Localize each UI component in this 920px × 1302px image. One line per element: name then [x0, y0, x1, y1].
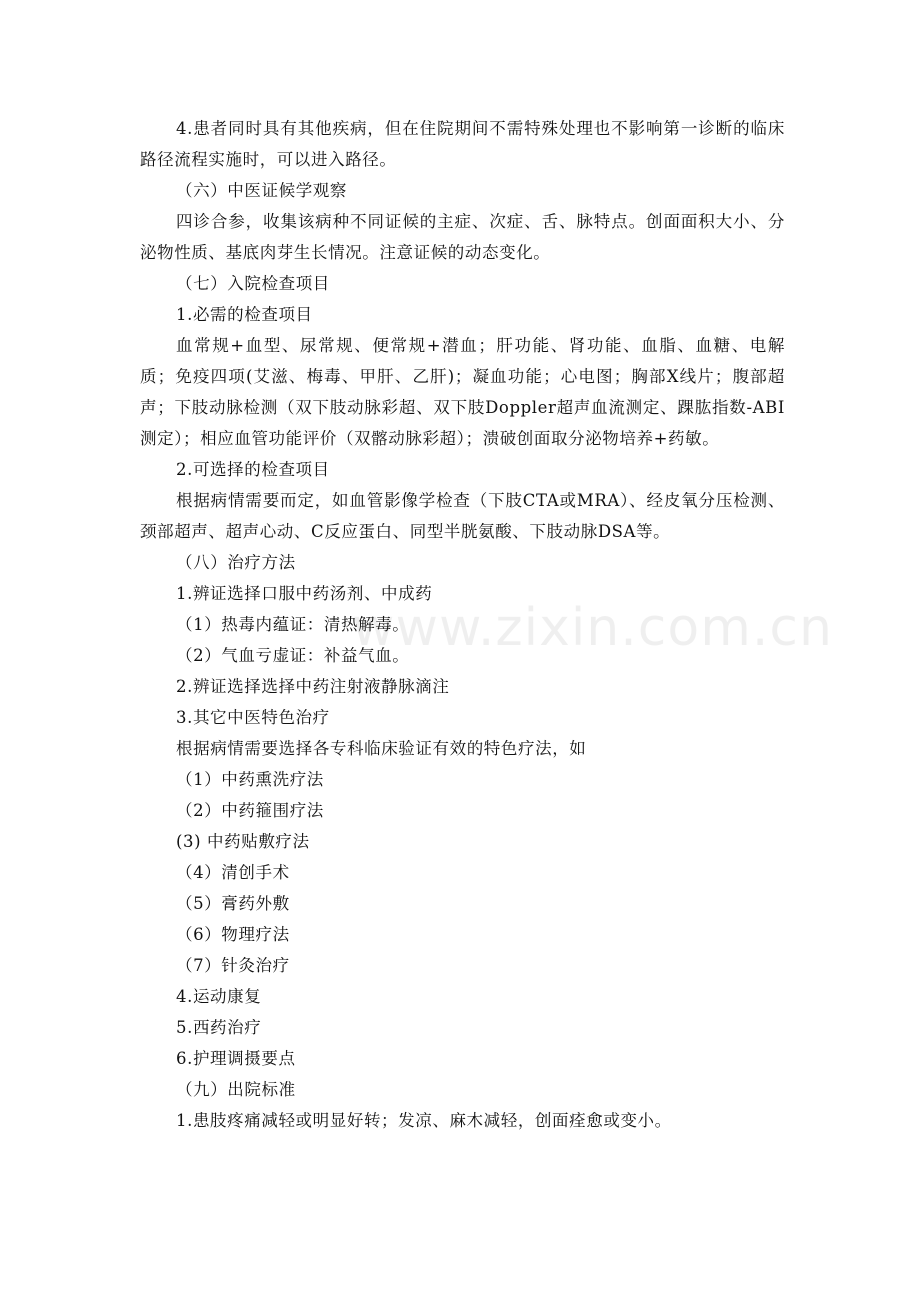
- list-item-therapy-2: （2）中药箍围疗法: [176, 801, 324, 820]
- watermark: www.zixin.com.cn: [352, 598, 833, 658]
- subheading-special-treatment: 3.其它中医特色治疗: [176, 708, 330, 727]
- paragraph-special-treatment: 根据病情需要选择各专科临床验证有效的特色疗法，如: [176, 739, 587, 758]
- paragraph-optional-exams: 根据病情需要而定，如血管影像学检查（下肢CTA或MRA）、经皮氧分压检测、颈部超声、超声心动、C反应蛋白、同型半胱氨酸、下肢动脉DSA等。: [140, 491, 785, 541]
- list-item-therapy-4: （4）清创手术: [176, 863, 290, 882]
- subheading-optional-exams: 2.可选择的检查项目: [176, 460, 330, 479]
- subheading-oral-medicine: 1.辨证选择口服中药汤剂、中成药: [176, 584, 433, 603]
- list-item-syndrome-1: （1）热毒内蕴证：清热解毒。: [176, 615, 410, 634]
- list-item-therapy-3: (3) 中药贴敷疗法: [176, 832, 310, 851]
- list-item-therapy-5: （5）膏药外敷: [176, 894, 290, 913]
- subheading-injection: 2.辨证选择选择中药注射液静脉滴注: [176, 677, 450, 696]
- paragraph-entry-criteria-4: 4.患者同时具有其他疾病，但在住院期间不需特殊处理也不影响第一诊断的临床路径流程实施时，可以进入路径。: [140, 119, 785, 169]
- section-heading-7: （七）入院检查项目: [176, 274, 330, 293]
- section-heading-8: （八）治疗方法: [176, 553, 296, 572]
- paragraph-required-exams: 血常规+血型、尿常规、便常规+潜血；肝功能、肾功能、血脂、血糖、电解质；免疫四项(艾滋、梅毒、甲肝、乙肝)；凝血功能；心电图；胸部X线片；腹部超声；下肢动脉检测（双下肢动脉彩超、双下肢Doppler超声血流测定、踝肱指数-ABI测定）；相应血管功能评价（双髂动脉彩超）；溃破创面取分泌物培养+药敏。: [140, 336, 785, 448]
- subheading-rehab: 4.运动康复: [176, 987, 262, 1006]
- list-item-syndrome-2: （2）气血亏虚证：补益气血。: [176, 646, 410, 665]
- section-heading-9: （九）出院标准: [176, 1080, 296, 1099]
- subheading-nursing: 6.护理调摄要点: [176, 1049, 296, 1068]
- document-body: [140, 113, 785, 1136]
- subheading-required-exams: 1.必需的检查项目: [176, 305, 313, 324]
- paragraph-tcm-observation: 四诊合参，收集该病种不同证候的主症、次症、舌、脉特点。创面面积大小、分泌物性质、基底肉芽生长情况。注意证候的动态变化。: [140, 212, 785, 262]
- section-heading-6: （六）中医证候学观察: [176, 181, 347, 200]
- list-item-therapy-1: （1）中药熏洗疗法: [176, 770, 324, 789]
- paragraph-discharge-1: 1.患肢疼痛减轻或明显好转；发凉、麻木减轻，创面痊愈或变小。: [176, 1111, 672, 1130]
- list-item-therapy-7: （7）针灸治疗: [176, 956, 290, 975]
- list-item-therapy-6: （6）物理疗法: [176, 925, 290, 944]
- subheading-western-medicine: 5.西药治疗: [176, 1018, 262, 1037]
